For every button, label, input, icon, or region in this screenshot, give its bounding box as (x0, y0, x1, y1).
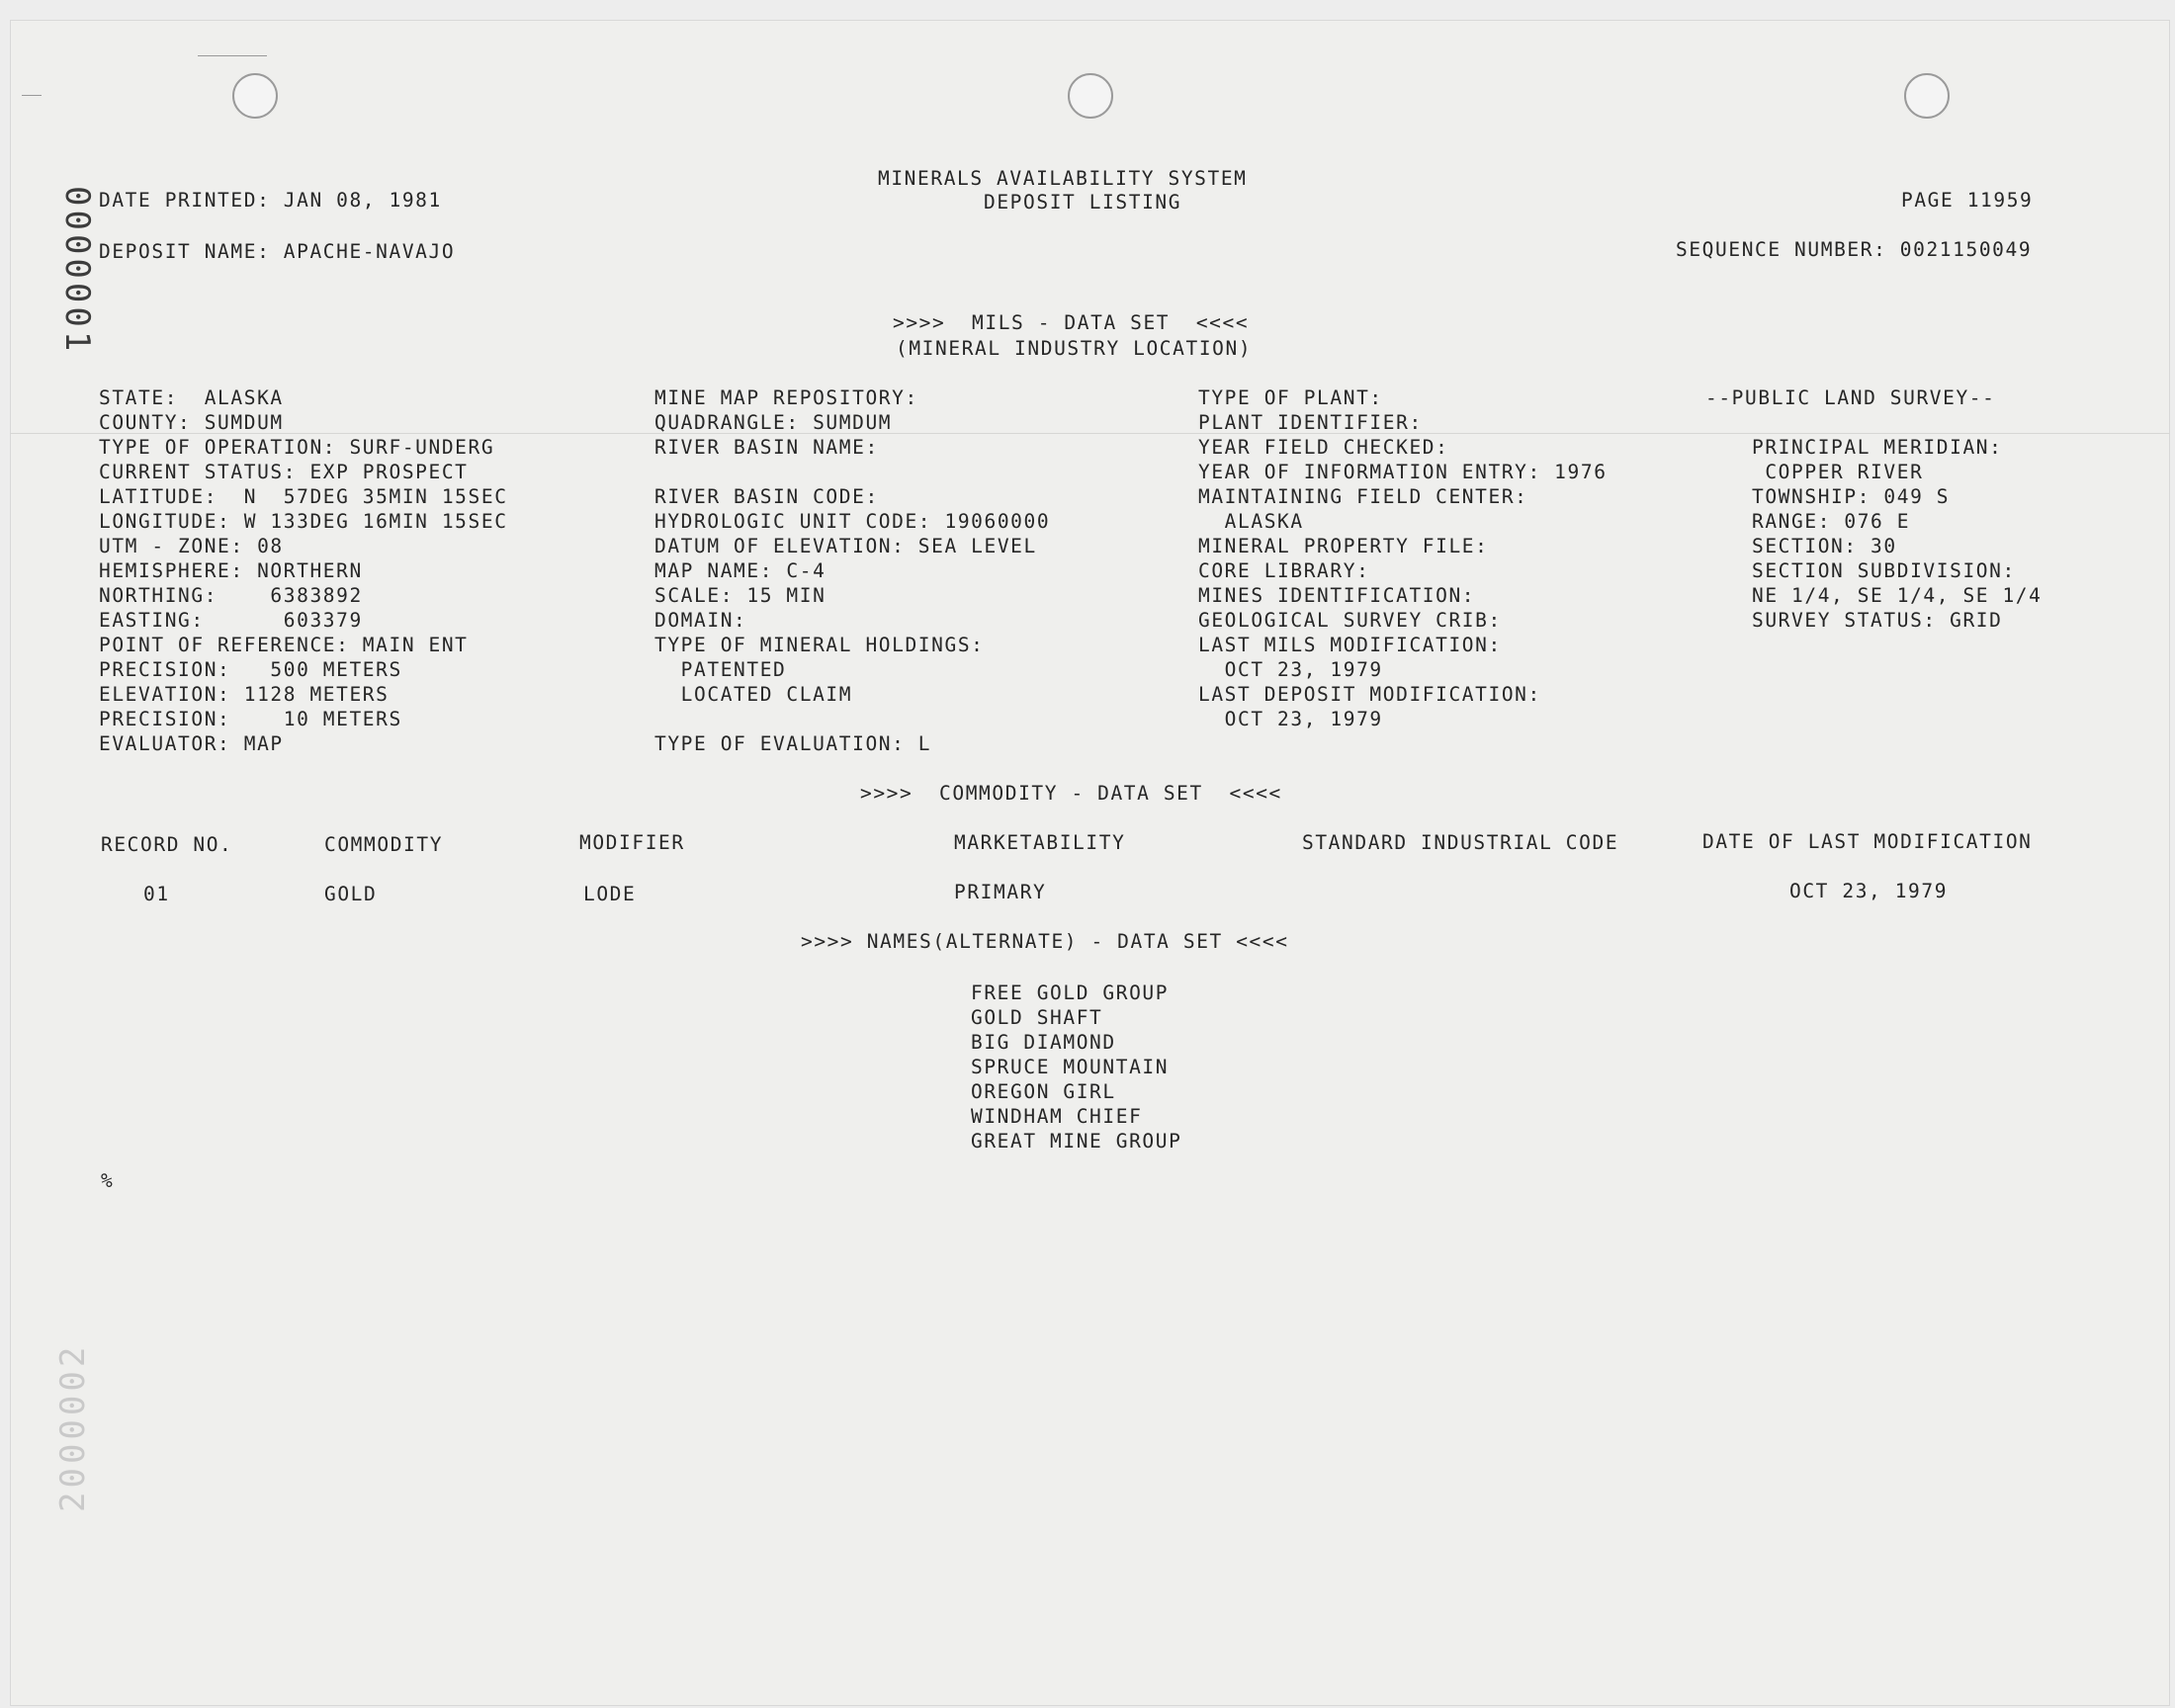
field-line: QUADRANGLE: SUMDUM (654, 411, 893, 434)
list-item: FREE GOLD GROUP (971, 982, 1170, 1004)
land-survey-title: --PUBLIC LAND SURVEY-- (1705, 386, 1996, 409)
field-line: PRECISION: 500 METERS (99, 658, 402, 681)
cell-commodity: GOLD (324, 883, 378, 905)
col-header-commodity: COMMODITY (324, 833, 444, 856)
field-line: ALASKA (1198, 510, 1304, 533)
col-header-sic: STANDARD INDUSTRIAL CODE (1302, 831, 1619, 854)
names-title: >>>> NAMES(ALTERNATE) - DATA SET <<<< (801, 930, 1289, 953)
field-line: YEAR FIELD CHECKED: (1198, 436, 1449, 459)
field-line: HYDROLOGIC UNIT CODE: 19060000 (654, 510, 1051, 533)
field-line: SCALE: 15 MIN (654, 584, 826, 607)
list-item: GREAT MINE GROUP (971, 1130, 1182, 1153)
mils-title: >>>> MILS - DATA SET <<<< (893, 311, 1250, 334)
scuff-mark (22, 95, 42, 96)
field-line: COPPER RIVER (1752, 461, 1924, 483)
field-line: EASTING: 603379 (99, 609, 363, 632)
field-line: TYPE OF EVALUATION: L (654, 732, 932, 755)
field-line: MINE MAP REPOSITORY: (654, 386, 918, 409)
cell-record: 01 (143, 883, 170, 905)
field-line: LAST DEPOSIT MODIFICATION: (1198, 683, 1541, 706)
field-line: NORTHING: 6383892 (99, 584, 363, 607)
field-line: YEAR OF INFORMATION ENTRY: 1976 (1198, 461, 1608, 483)
alternate-names-list (971, 981, 1181, 1153)
list-item: GOLD SHAFT (971, 1006, 1103, 1029)
field-line: MAINTAINING FIELD CENTER: (1198, 485, 1528, 508)
field-line (654, 707, 1050, 731)
field-line: DOMAIN: (654, 609, 747, 632)
field-line: PATENTED (654, 658, 787, 681)
field-line: NE 1/4, SE 1/4, SE 1/4 (1752, 584, 2043, 607)
punch-hole-left (232, 73, 278, 119)
field-line: COUNTY: SUMDUM (99, 411, 284, 434)
page-number: PAGE 11959 (1901, 189, 2034, 212)
list-item: BIG DIAMOND (971, 1031, 1116, 1054)
field-line: LOCATED CLAIM (654, 683, 853, 706)
col-header-marketability: MARKETABILITY (954, 831, 1126, 854)
field-line: RIVER BASIN NAME: (654, 436, 879, 459)
field-line: ELEVATION: 1128 METERS (99, 683, 390, 706)
mils-column-maps (654, 385, 1050, 756)
printout-sheet (10, 20, 2170, 1706)
field-line: TYPE OF PLANT: (1198, 386, 1383, 409)
field-line: SURVEY STATUS: GRID (1752, 609, 2003, 632)
field-line: UTM - ZONE: 08 (99, 535, 284, 557)
mils-column-location (99, 385, 508, 756)
field-line: TYPE OF MINERAL HOLDINGS: (654, 634, 985, 656)
mils-column-plant (1198, 385, 1608, 731)
field-line: STATE: ALASKA (99, 386, 284, 409)
list-item: SPRUCE MOUNTAIN (971, 1056, 1170, 1078)
field-line: OCT 23, 1979 (1198, 708, 1383, 730)
field-line: RIVER BASIN CODE: (654, 485, 879, 508)
field-line: MINES IDENTIFICATION: (1198, 584, 1476, 607)
col-header-date: DATE OF LAST MODIFICATION (1702, 830, 2033, 853)
film-mark-bottom: 2000002 (53, 1342, 93, 1512)
field-line: EVALUATOR: MAP (99, 732, 284, 755)
cell-marketability: PRIMARY (954, 881, 1047, 903)
film-mark-top: 0000001 (57, 186, 97, 356)
punch-hole-right (1904, 73, 1950, 119)
field-line: SECTION: 30 (1752, 535, 1897, 557)
field-line: GEOLOGICAL SURVEY CRIB: (1198, 609, 1502, 632)
field-line: POINT OF REFERENCE: MAIN ENT (99, 634, 469, 656)
system-title: MINERALS AVAILABILITY SYSTEM (878, 167, 1248, 190)
col-header-record: RECORD NO. (101, 833, 233, 856)
col-header-modifier: MODIFIER (579, 831, 685, 854)
mils-column-land-survey (1752, 435, 2042, 633)
date-printed: DATE PRINTED: JAN 08, 1981 (99, 189, 442, 212)
field-line: OCT 23, 1979 (1198, 658, 1383, 681)
deposit-name: DEPOSIT NAME: APACHE-NAVAJO (99, 240, 456, 263)
field-line: PRINCIPAL MERIDIAN: (1752, 436, 2003, 459)
scuff-mark (198, 55, 267, 56)
field-line: LATITUDE: N 57DEG 35MIN 15SEC (99, 485, 508, 508)
field-line: PLANT IDENTIFIER: (1198, 411, 1423, 434)
list-item: WINDHAM CHIEF (971, 1105, 1143, 1128)
field-line: PRECISION: 10 METERS (99, 708, 402, 730)
field-line: LONGITUDE: W 133DEG 16MIN 15SEC (99, 510, 508, 533)
field-line: TOWNSHIP: 049 S (1752, 485, 1951, 508)
mils-subtitle: (MINERAL INDUSTRY LOCATION) (896, 337, 1253, 360)
field-line: CURRENT STATUS: EXP PROSPECT (99, 461, 469, 483)
sequence-number: SEQUENCE NUMBER: 0021150049 (1676, 238, 2033, 261)
commodity-title: >>>> COMMODITY - DATA SET <<<< (860, 782, 1282, 805)
listing-title: DEPOSIT LISTING (984, 191, 1182, 214)
cell-modifier: LODE (583, 883, 637, 905)
field-line (654, 460, 1050, 484)
field-line: MAP NAME: C-4 (654, 559, 826, 582)
punch-hole-center (1068, 73, 1113, 119)
field-line: RANGE: 076 E (1752, 510, 1911, 533)
field-line: LAST MILS MODIFICATION: (1198, 634, 1502, 656)
list-item: OREGON GIRL (971, 1080, 1116, 1103)
field-line: SECTION SUBDIVISION: (1752, 559, 2016, 582)
field-line: TYPE OF OPERATION: SURF-UNDERG (99, 436, 495, 459)
end-mark: % (101, 1169, 115, 1192)
field-line: DATUM OF ELEVATION: SEA LEVEL (654, 535, 1037, 557)
field-line: HEMISPHERE: NORTHERN (99, 559, 363, 582)
field-line: MINERAL PROPERTY FILE: (1198, 535, 1489, 557)
cell-date: OCT 23, 1979 (1789, 880, 1949, 902)
field-line: CORE LIBRARY: (1198, 559, 1370, 582)
